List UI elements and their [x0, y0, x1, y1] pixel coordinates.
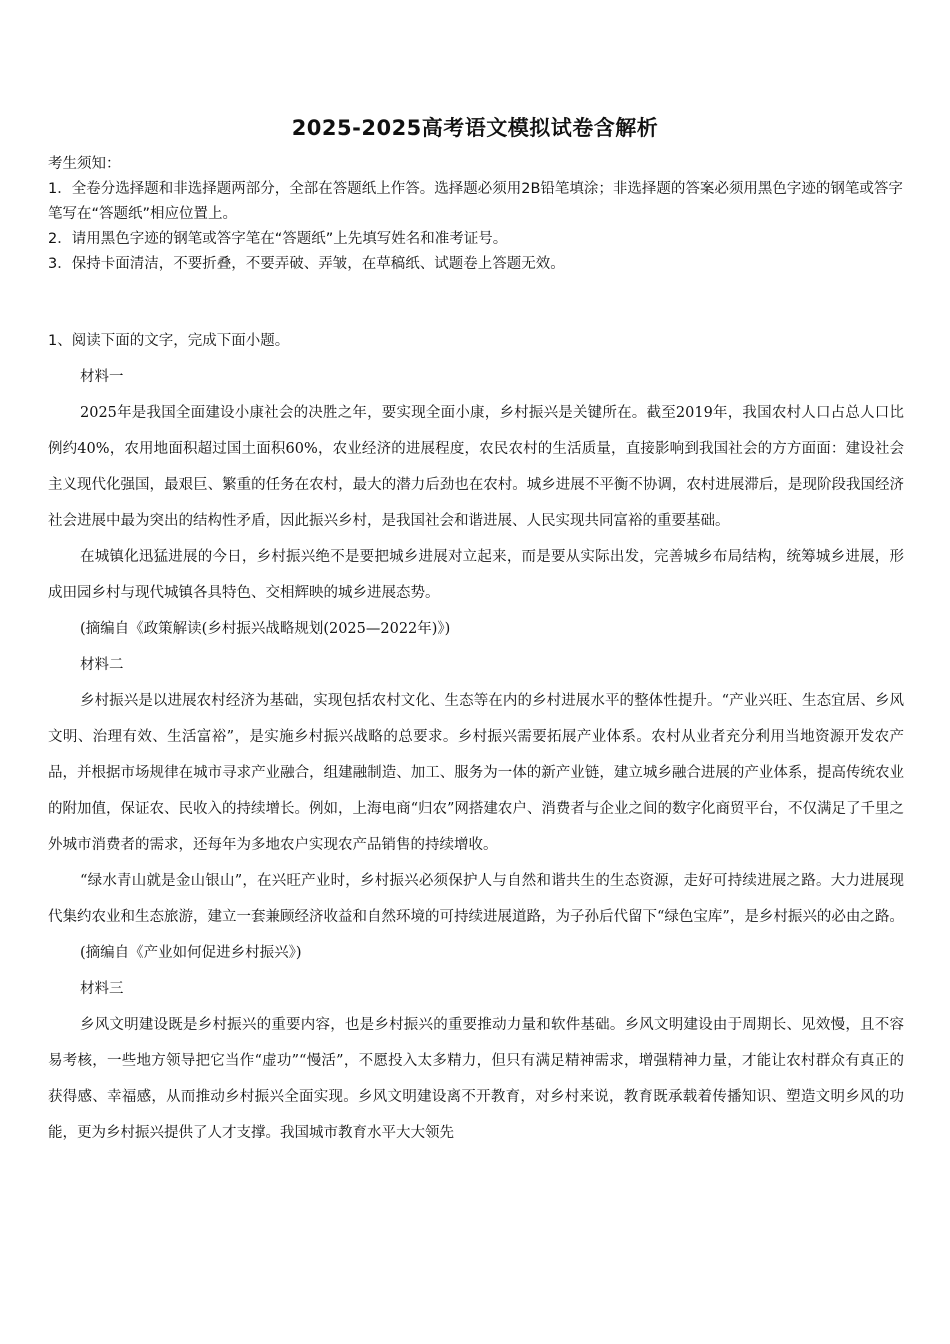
question-prompt: 1、阅读下面的文字，完成下面小题。 [48, 333, 290, 349]
material-label: 材料一 [80, 369, 124, 385]
document-title: 2025-2025高考语文模拟试卷含解析 [291, 116, 659, 140]
material-paragraph: 乡风文明建设既是乡村振兴的重要内容，也是乡村振兴的重要推动力量和软件基础。乡风文明建设由于周期长、见效慢，且不容易考核，一些地方领导把它当作“虚功”“慢活”，不愿投入太多精力，但只有满足精神需求，增强精神力量，才能让农村群众有真正的获得感、幸福感，从而推动乡村振兴全面实现。乡风文明建设离不开教育，对乡村来说，教育既承载着传播知识、塑造文明乡风的功能，更为乡村振兴提供了人才支撑。我国城市教育水平大大领先 [48, 1017, 904, 1141]
notice-heading: 考生须知： [48, 156, 121, 172]
notice-item: 1．全卷分选择题和非选择题两部分，全部在答题纸上作答。选择题必须用2B铅笔填涂；非选择题的答案必须用黑色字迹的钢笔或答字笔写在“答题纸”相应位置上。 [48, 181, 903, 222]
notice-item: 2．请用黑色字迹的钢笔或答字笔在“答题纸”上先填写姓名和准考证号。 [48, 231, 508, 247]
material-paragraph: 在城镇化迅猛进展的今日，乡村振兴绝不是要把城乡进展对立起来，而是要从实际出发，完善城乡布局结构，统筹城乡进展，形成田园乡村与现代城镇各具特色、交相辉映的城乡进展态势。 [48, 549, 904, 601]
material-paragraph: 乡村振兴是以进展农村经济为基础，实现包括农村文化、生态等在内的乡村进展水平的整体性提升。“产业兴旺、生态宜居、乡风文明、治理有效、生活富裕”，是实施乡村振兴战略的总要求。乡村振兴需要拓展产业体系。农村从业者充分利用当地资源开发农产品，并根据市场规律在城市寻求产业融合，组建融制造、加工、服务为一体的新产业链，建立城乡融合进展的产业体系，提高传统农业的附加值，保证农、民收入的持续增长。例如，上海电商“归农”网搭建农户、消费者与企业之间的数字化商贸平台，不仅满足了千里之外城市消费者的需求，还每年为多地农户实现农产品销售的持续增收。 [48, 693, 904, 853]
material-label: 材料三 [80, 981, 124, 997]
material-paragraph: 2025年是我国全面建设小康社会的决胜之年，要实现全面小康，乡村振兴是关键所在。截至2019年，我国农村人口占总人口比例约40%，农用地面积超过国土面积60%，农业经济的进展程度，农民农村的生活质量，直接影响到我国社会的方方面面：建设社会主义现代化强国，最艰巨、繁重的任务在农村，最大的潜力后劲也在农村。城乡进展不平衡不协调，农村进展滞后，是现阶段我国经济社会进展中最为突出的结构性矛盾，因此振兴乡村，是我国社会和谐进展、人民实现共同富裕的重要基础。 [48, 405, 904, 529]
material-source: (摘编自《政策解读(乡村振兴战略规划(2025—2022年)》) [80, 621, 451, 637]
material-label: 材料二 [80, 657, 124, 673]
exam-notice [48, 152, 908, 277]
material-paragraph: “绿水青山就是金山银山”，在兴旺产业时，乡村振兴必须保护人与自然和谐共生的生态资源，走好可持续进展之路。大力进展现代集约农业和生态旅游，建立一套兼顾经济收益和自然环境的可持续进展道路，为子孙后代留下“绿色宝库”，是乡村振兴的必由之路。 [48, 873, 904, 925]
notice-item: 3．保持卡面清洁，不要折叠，不要弄破、弄皱，在草稿纸、试题卷上答题无效。 [48, 256, 565, 272]
material-source: (摘编自《产业如何促进乡村振兴》) [80, 945, 302, 961]
question-body [48, 323, 904, 1151]
